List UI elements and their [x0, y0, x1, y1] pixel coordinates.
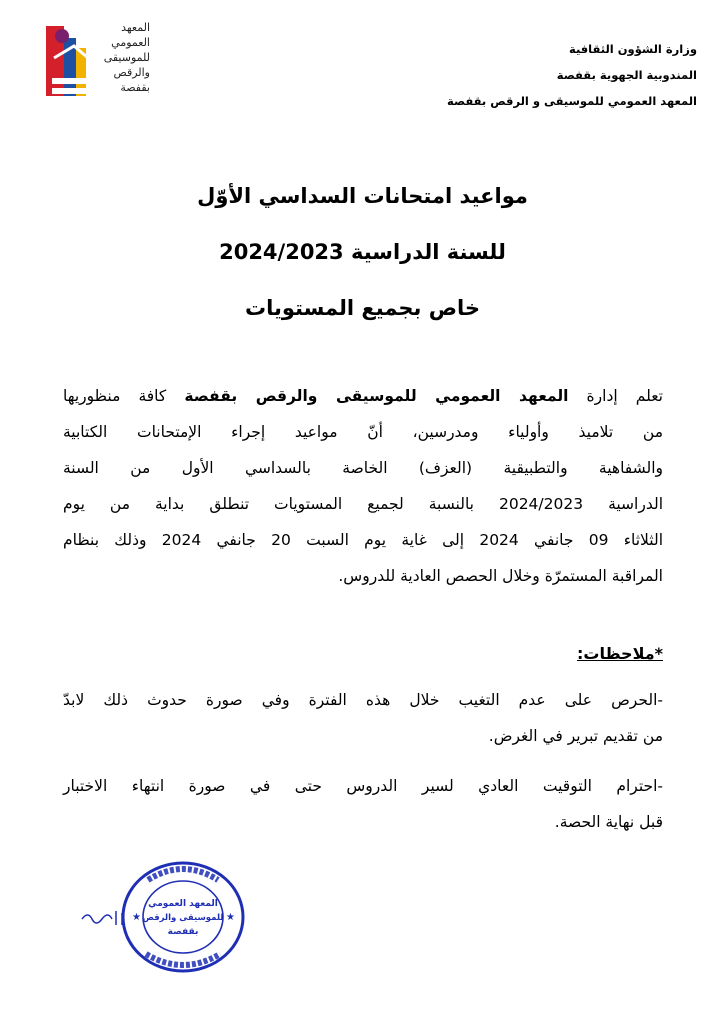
body-line: الثلاثاء 09 جانفي 2024 إلى غاية يوم السبت 20 جانفي 2024 وذلك بنظام — [63, 531, 664, 549]
svg-text:للموسيقى والرقص: للموسيقى والرقص — [142, 913, 224, 923]
document-title — [0, 168, 725, 336]
note-item: -الحرص على عدم التغيب خلال هذه الفترة وفي صورة حدوث ذلك لابدّ من تقديم تبرير في الغرض. — [63, 691, 663, 745]
institute-logo — [44, 18, 154, 110]
svg-text:بقفصة: بقفصة — [167, 927, 199, 937]
logo-text: المعهد العمومي للموسيقى والرقص بقفصة — [103, 21, 150, 94]
announcement-paragraph — [63, 378, 663, 594]
title-line-3: خاص بجميع المستويات — [244, 296, 481, 320]
svg-text:المعهد العمومي: المعهد العمومي — [148, 899, 218, 909]
body-line: والشفاهية والتطبيقية (العزف) الخاصة بالسداسي الأول من السنة — [63, 459, 663, 477]
title-line-1: مواعيد امتحانات السداسي الأوّل — [197, 184, 528, 208]
body-line: من تلاميذ وأولياء ومدرسين، أنّ مواعيد إجراء الإمتحانات الكتابية — [63, 423, 663, 441]
institute-line: المعهد العمومي للموسيقى و الرقص بقفصة — [447, 94, 697, 108]
body-line: المراقبة المستمرّة وخلال الحصص العادية للدروس. — [338, 567, 663, 585]
ministry-line: وزارة الشؤون الثقافية — [568, 42, 697, 56]
notes-list — [63, 682, 663, 854]
stamp-seal-icon — [118, 858, 248, 976]
institute-name: المعهد العمومي للموسيقى والرقص بقفصة — [184, 387, 569, 405]
notes-heading: *ملاحظات: — [576, 644, 663, 663]
letterhead — [427, 36, 697, 114]
delegation-line: المندوبية الجهوية بقفصة — [556, 68, 697, 82]
body-line: تعلم إدارة المعهد العمومي للموسيقى والرقص بقفصة كافة منظوريها — [63, 387, 663, 405]
body-line: الدراسية 2024/2023 بالنسبة لجميع المستويات تنطلق بداية من يوم — [63, 495, 663, 513]
title-line-2: للسنة الدراسية 2024/2023 — [219, 240, 506, 264]
svg-text:★: ★ — [132, 912, 141, 923]
note-item: -احترام التوقيت العادي لسير الدروس حتى في صورة انتهاء الاختبار قبل نهاية الحصة. — [63, 777, 663, 831]
official-stamp — [118, 858, 248, 976]
svg-text:★: ★ — [226, 912, 235, 923]
